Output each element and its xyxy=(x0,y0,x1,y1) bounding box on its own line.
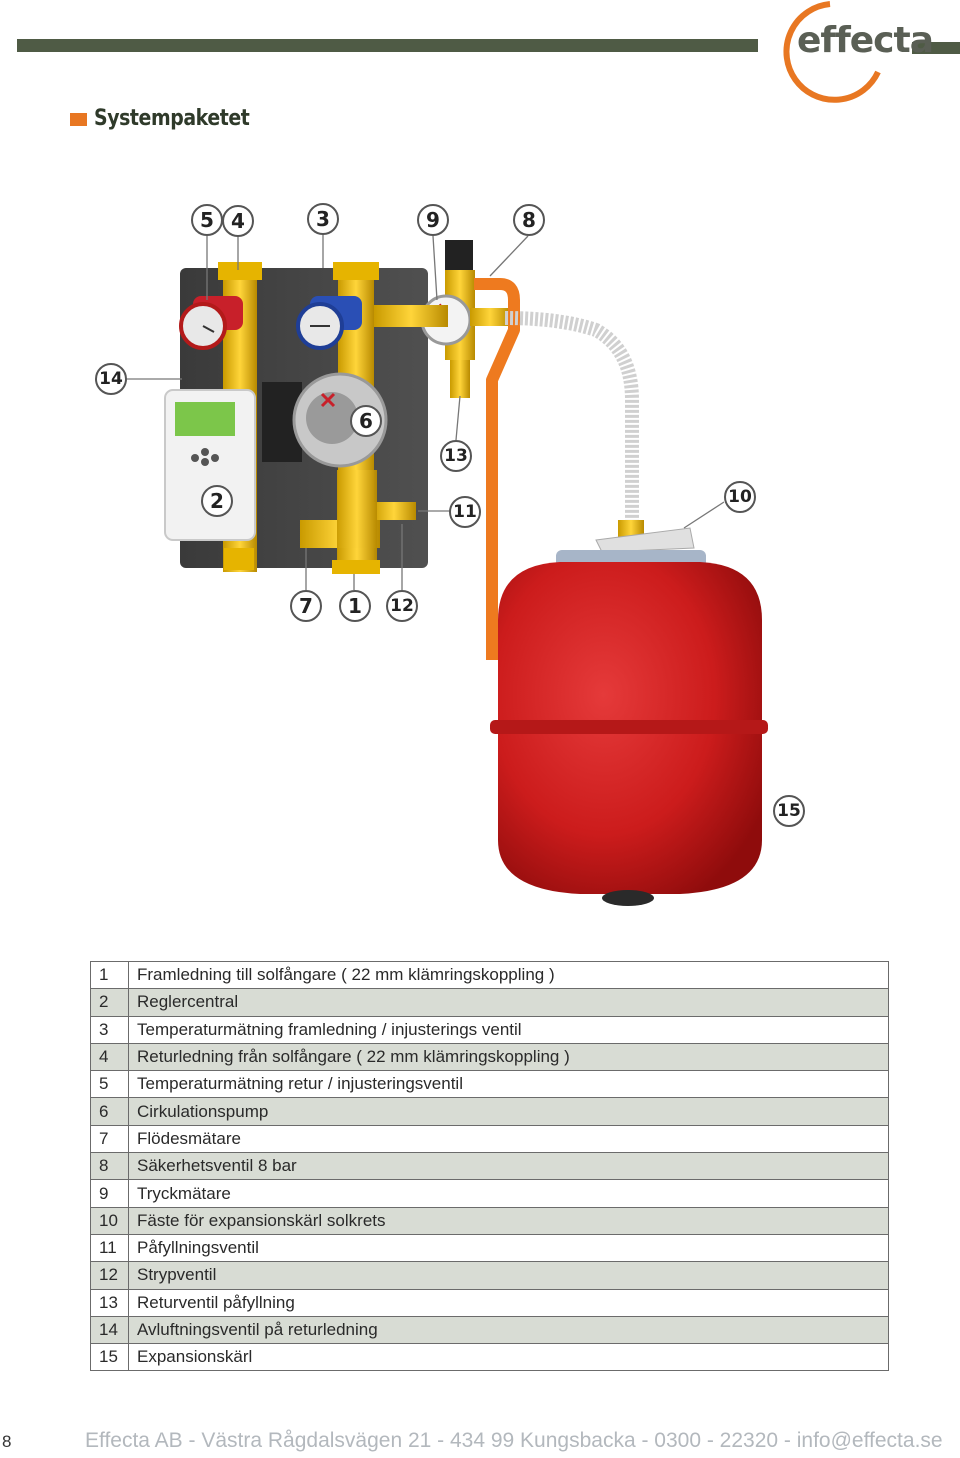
callout-label-14: 14 xyxy=(99,369,123,389)
callout-label-5: 5 xyxy=(200,208,214,232)
legend-num: 2 xyxy=(91,989,129,1016)
table-row xyxy=(91,1234,889,1261)
callout-label-7: 7 xyxy=(299,594,313,618)
callout-label-9: 9 xyxy=(426,208,440,232)
legend-num: 13 xyxy=(91,1289,129,1316)
legend-num: 8 xyxy=(91,1153,129,1180)
flex-hose xyxy=(505,318,632,530)
footer-contact: Effecta AB - Västra Rågdalsvägen 21 - 434 99 Kungsbacka - 0300 - 22320 - info@effecta.se xyxy=(85,1429,943,1452)
table-row xyxy=(91,1316,889,1343)
legend-num: 15 xyxy=(91,1344,129,1371)
legend-num: 9 xyxy=(91,1180,129,1207)
legend-text: Påfyllningsventil xyxy=(129,1234,889,1261)
legend-text: Framledning till solfångare ( 22 mm klämringskoppling ) xyxy=(129,962,889,989)
callout-label-15: 15 xyxy=(777,801,801,821)
table-row xyxy=(91,1289,889,1316)
callout-label-13: 13 xyxy=(444,446,468,466)
fill-valve xyxy=(372,502,416,520)
legend-text: Expansionskärl xyxy=(129,1344,889,1371)
legend-text: Säkerhetsventil 8 bar xyxy=(129,1153,889,1180)
table-row xyxy=(91,1098,889,1125)
table-row xyxy=(91,1207,889,1234)
legend-num: 10 xyxy=(91,1207,129,1234)
callout-label-12: 12 xyxy=(390,596,414,616)
page-number: 8 xyxy=(2,1432,12,1451)
table-row xyxy=(91,1071,889,1098)
section-title: Systempaketet xyxy=(94,106,250,131)
legend-text: Cirkulationspump xyxy=(129,1098,889,1125)
legend-num: 14 xyxy=(91,1316,129,1343)
table-row xyxy=(91,1043,889,1070)
legend-num: 4 xyxy=(91,1043,129,1070)
table-row xyxy=(91,1262,889,1289)
legend-num: 7 xyxy=(91,1125,129,1152)
table-row xyxy=(91,989,889,1016)
callout-label-6: 6 xyxy=(359,409,373,433)
table-row xyxy=(91,962,889,989)
callout-label-11: 11 xyxy=(453,502,477,522)
legend-num: 12 xyxy=(91,1262,129,1289)
callout-label-1: 1 xyxy=(348,594,362,618)
legend-num: 11 xyxy=(91,1234,129,1261)
callout-label-4: 4 xyxy=(231,209,245,233)
callout-label-8: 8 xyxy=(522,208,536,232)
table-row xyxy=(91,1344,889,1371)
section-marker xyxy=(70,113,87,126)
legend-text: Flödesmätare xyxy=(129,1125,889,1152)
callout-label-3: 3 xyxy=(316,207,330,231)
controller-display xyxy=(175,402,235,436)
table-row xyxy=(91,1125,889,1152)
legend-text: Tryckmätare xyxy=(129,1180,889,1207)
legend-table xyxy=(90,961,889,1371)
legend-text: Fäste för expansionskärl solkrets xyxy=(129,1207,889,1234)
legend-text: Reglercentral xyxy=(129,989,889,1016)
legend-text: Returventil påfyllning xyxy=(129,1289,889,1316)
system-package-illustration xyxy=(0,180,960,920)
callout-label-10: 10 xyxy=(728,487,752,507)
legend-text: Temperaturmätning retur / injusteringsventil xyxy=(129,1071,889,1098)
legend-num: 5 xyxy=(91,1071,129,1098)
table-row xyxy=(91,1016,889,1043)
logo-text: effecta xyxy=(797,20,933,61)
legend-text: Strypventil xyxy=(129,1262,889,1289)
table-row xyxy=(91,1180,889,1207)
legend-num: 6 xyxy=(91,1098,129,1125)
header-bar xyxy=(17,39,758,52)
callout-label-2: 2 xyxy=(210,489,224,513)
legend-text: Avluftningsventil på returledning xyxy=(129,1316,889,1343)
table-row xyxy=(91,1153,889,1180)
legend-text: Temperaturmätning framledning / injusterings ventil xyxy=(129,1016,889,1043)
legend-num: 3 xyxy=(91,1016,129,1043)
legend-num: 1 xyxy=(91,962,129,989)
legend-text: Returledning från solfångare ( 22 mm klämringskoppling ) xyxy=(129,1043,889,1070)
